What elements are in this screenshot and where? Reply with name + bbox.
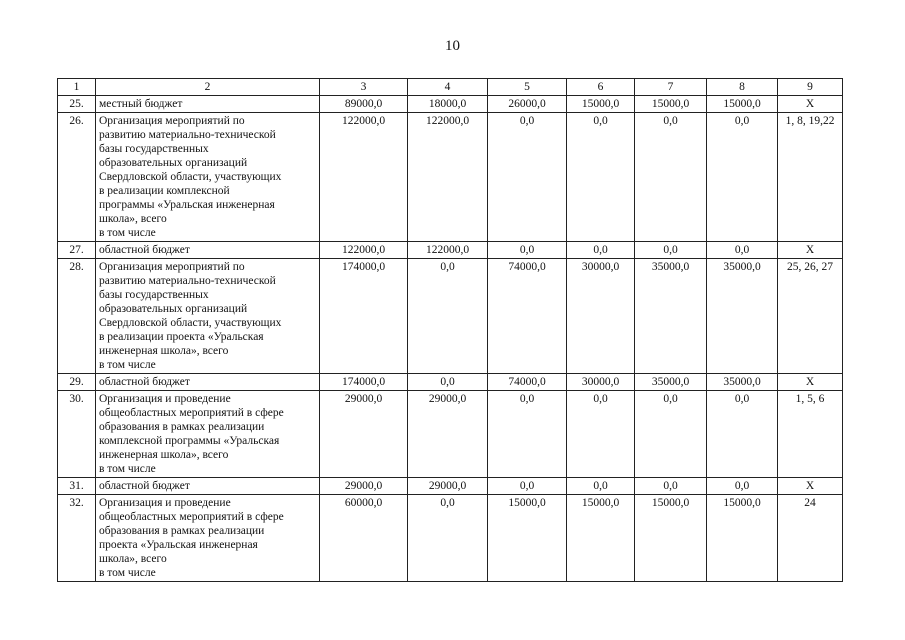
row-number: 30. (58, 391, 96, 478)
row-number: 26. (58, 113, 96, 242)
value-col-3: 174000,0 (320, 259, 408, 374)
row-name: Организация и проведение общеобластных мероприятий в сфере образования в рамках реализации комплексной программы «Уральская инженерная школа», всего в том числе (96, 391, 320, 478)
reference-col-9: X (778, 374, 843, 391)
row-number: 31. (58, 478, 96, 495)
value-col-3: 122000,0 (320, 242, 408, 259)
value-col-4: 122000,0 (408, 242, 488, 259)
table-body (58, 96, 843, 582)
value-col-7: 0,0 (635, 113, 707, 242)
value-col-8: 15000,0 (707, 96, 778, 113)
row-name: местный бюджет (96, 96, 320, 113)
table-row (58, 374, 843, 391)
table-row (58, 495, 843, 582)
row-name: областной бюджет (96, 242, 320, 259)
value-col-7: 15000,0 (635, 495, 707, 582)
reference-col-9: 1, 5, 6 (778, 391, 843, 478)
value-col-5: 26000,0 (488, 96, 567, 113)
column-header: 9 (778, 79, 843, 96)
value-col-4: 29000,0 (408, 391, 488, 478)
row-name: Организация мероприятий по развитию материально-технической базы государственных образовательных организаций Свердловской области, участвующих в реализации проекта «Уральская инженерная школа», всего в том числе (96, 259, 320, 374)
value-col-4: 122000,0 (408, 113, 488, 242)
row-name: Организация и проведение общеобластных мероприятий в сфере образования в рамках реализации проекта «Уральская инженерная школа», всего в том числе (96, 495, 320, 582)
value-col-6: 0,0 (567, 391, 635, 478)
table-row (58, 391, 843, 478)
value-col-5: 15000,0 (488, 495, 567, 582)
column-header: 1 (58, 79, 96, 96)
value-col-3: 122000,0 (320, 113, 408, 242)
value-col-6: 30000,0 (567, 259, 635, 374)
value-col-6: 0,0 (567, 113, 635, 242)
value-col-8: 0,0 (707, 391, 778, 478)
row-name: областной бюджет (96, 478, 320, 495)
row-name: областной бюджет (96, 374, 320, 391)
value-col-6: 30000,0 (567, 374, 635, 391)
table-row (58, 242, 843, 259)
row-name: Организация мероприятий по развитию материально-технической базы государственных образовательных организаций Свердловской области, участвующих в реализации комплексной программы «Уральская инженерная школа», всего в том числе (96, 113, 320, 242)
value-col-5: 74000,0 (488, 259, 567, 374)
value-col-5: 0,0 (488, 478, 567, 495)
value-col-5: 0,0 (488, 391, 567, 478)
table-row (58, 478, 843, 495)
value-col-5: 0,0 (488, 113, 567, 242)
reference-col-9: X (778, 478, 843, 495)
value-col-8: 35000,0 (707, 259, 778, 374)
value-col-5: 74000,0 (488, 374, 567, 391)
column-header: 5 (488, 79, 567, 96)
value-col-3: 60000,0 (320, 495, 408, 582)
reference-col-9: X (778, 242, 843, 259)
budget-table (57, 78, 843, 582)
value-col-4: 0,0 (408, 259, 488, 374)
value-col-8: 15000,0 (707, 495, 778, 582)
value-col-6: 0,0 (567, 242, 635, 259)
value-col-6: 0,0 (567, 478, 635, 495)
value-col-3: 89000,0 (320, 96, 408, 113)
reference-col-9: 1, 8, 19,22 (778, 113, 843, 242)
value-col-4: 18000,0 (408, 96, 488, 113)
value-col-8: 0,0 (707, 242, 778, 259)
value-col-8: 0,0 (707, 478, 778, 495)
value-col-4: 0,0 (408, 495, 488, 582)
value-col-8: 0,0 (707, 113, 778, 242)
page-number: 10 (445, 38, 460, 54)
value-col-5: 0,0 (488, 242, 567, 259)
value-col-3: 29000,0 (320, 391, 408, 478)
reference-col-9: X (778, 96, 843, 113)
value-col-6: 15000,0 (567, 96, 635, 113)
value-col-7: 0,0 (635, 242, 707, 259)
value-col-4: 0,0 (408, 374, 488, 391)
reference-col-9: 24 (778, 495, 843, 582)
column-header: 2 (96, 79, 320, 96)
reference-col-9: 25, 26, 27 (778, 259, 843, 374)
value-col-3: 29000,0 (320, 478, 408, 495)
column-number-row (58, 79, 843, 96)
value-col-7: 0,0 (635, 478, 707, 495)
table-row (58, 113, 843, 242)
row-number: 25. (58, 96, 96, 113)
value-col-7: 0,0 (635, 391, 707, 478)
row-number: 28. (58, 259, 96, 374)
column-header: 6 (567, 79, 635, 96)
row-number: 27. (58, 242, 96, 259)
value-col-7: 35000,0 (635, 259, 707, 374)
value-col-7: 35000,0 (635, 374, 707, 391)
row-number: 32. (58, 495, 96, 582)
column-header: 8 (707, 79, 778, 96)
row-number: 29. (58, 374, 96, 391)
column-header: 7 (635, 79, 707, 96)
value-col-7: 15000,0 (635, 96, 707, 113)
table-row (58, 96, 843, 113)
value-col-4: 29000,0 (408, 478, 488, 495)
value-col-3: 174000,0 (320, 374, 408, 391)
table-row (58, 259, 843, 374)
value-col-8: 35000,0 (707, 374, 778, 391)
value-col-6: 15000,0 (567, 495, 635, 582)
column-header: 3 (320, 79, 408, 96)
column-header: 4 (408, 79, 488, 96)
